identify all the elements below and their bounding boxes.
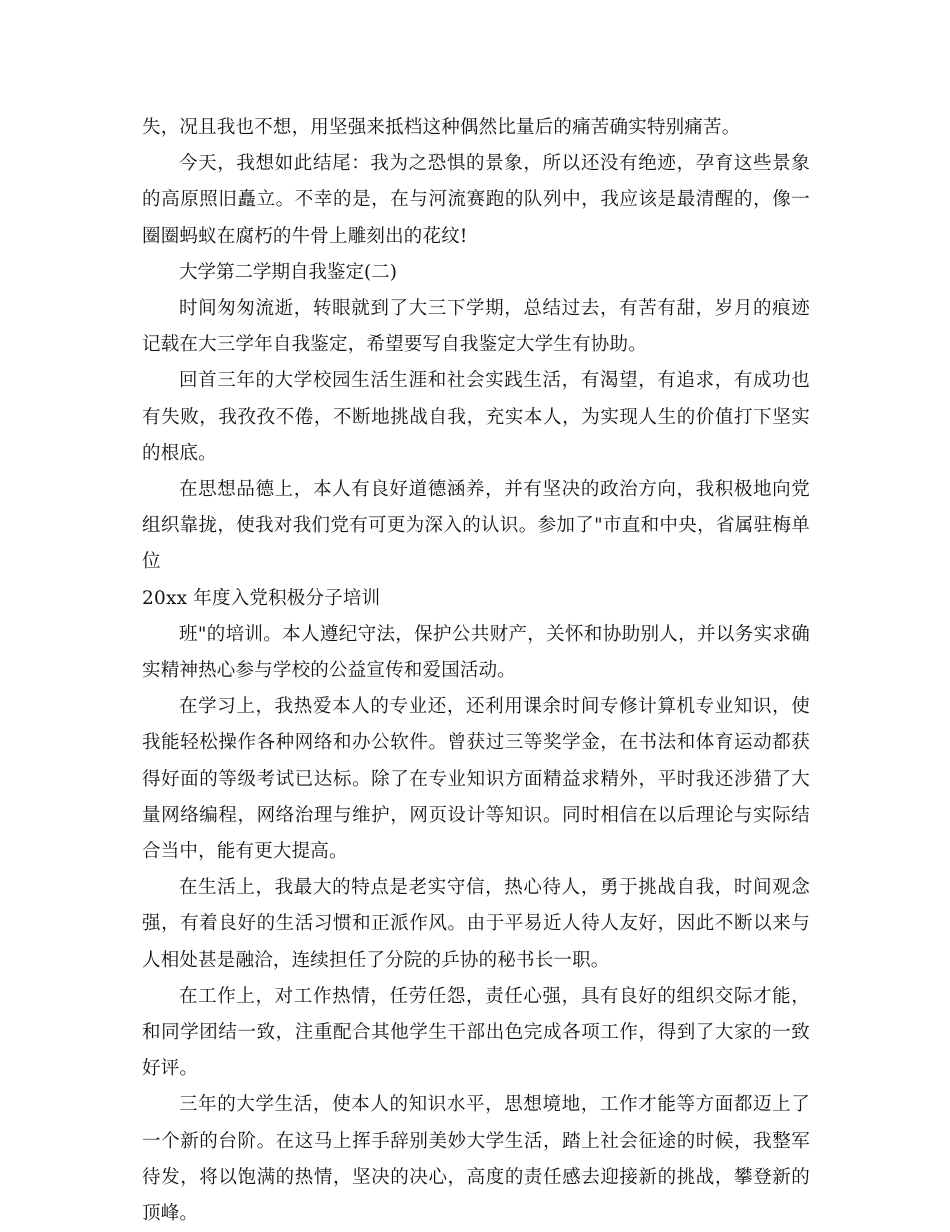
paragraph-intro: 时间匆匆流逝，转眼就到了大三下学期，总结过去，有苦有甜，岁月的痕迹记载在大三学年自我鉴定，希望要写自我鉴定大学生有协助。 <box>142 298 810 356</box>
paragraph-training-line: 20xx 年度入党积极分子培训 <box>142 587 381 609</box>
section-heading: 大学第二学期自我鉴定(二) <box>179 261 397 283</box>
paragraph-training-cont: 班"的培训。本人遵纪守法，保护公共财产，关怀和协助别人，并以务实求确实精神热心参与学校的公益宣传和爱国活动。 <box>142 623 810 682</box>
paragraph-morality: 在思想品德上，本人有良好道德涵养，并有坚决的政治方向，我积极地向党组织靠拢，使我对我们党有可更为深入的认识。参加了"市直和中央，省属驻梅单位 <box>142 479 810 573</box>
paragraph-study: 在学习上，我热爱本人的专业还，还利用课余时间专修计算机专业知识，使我能轻松操作各种网络和办公软件。曾获过三等奖学金，在书法和体育运动都获得好面的等级考试已达标。除了在专业知识方面精益求精外，平时我还涉猎了大量网络编程，网络治理与维护，网页设计等知识。同时相信在以后理论与实际结合当中，能有更大提高。 <box>142 696 810 863</box>
paragraph-work: 在工作上，对工作热情，任劳任怨，责任心强，具有良好的组织交际才能，和同学团结一致，注重配合其他学生干部出色完成各项工作，得到了大家的一致好评。 <box>142 985 810 1080</box>
paragraph-review: 回首三年的大学校园生活生涯和社会实践生活，有渴望，有追求，有成功也有失败，我孜孜不倦，不断地挑战自我，充实本人，为实现人生的价值打下坚实的根底。 <box>142 370 810 464</box>
paragraph-summary: 三年的大学生活，使本人的知识水平，思想境地，工作才能等方面都迈上了一个新的台阶。在这马上挥手辞别美妙大学生活，踏上社会征途的时候，我整军待发，将以饱满的热情，坚决的决心，高度的责任感去迎接新的挑战，攀登新的顶峰。 <box>142 1094 810 1225</box>
paragraph-life: 在生活上，我最大的特点是老实守信，热心待人，勇于挑战自我，时间观念强，有着良好的生活习惯和正派作风。由于平易近人待人友好，因此不断以来与人相处甚是融洽，连续担任了分院的乒协的秘书长一职。 <box>142 877 810 971</box>
document-body <box>142 110 810 1232</box>
paragraph-continuation: 失，况且我也不想，用坚强来抵档这种偶然比量后的痛苦确实特别痛苦。 <box>142 117 741 138</box>
paragraph-conclusion: 今天，我想如此结尾：我为之恐惧的景象，所以还没有绝迹，孕育这些景象的高原照旧矗立。不幸的是，在与河流赛跑的队列中，我应该是最清醒的，像一圈圈蚂蚁在腐朽的牛骨上雕刻出的花纹! <box>142 153 810 247</box>
